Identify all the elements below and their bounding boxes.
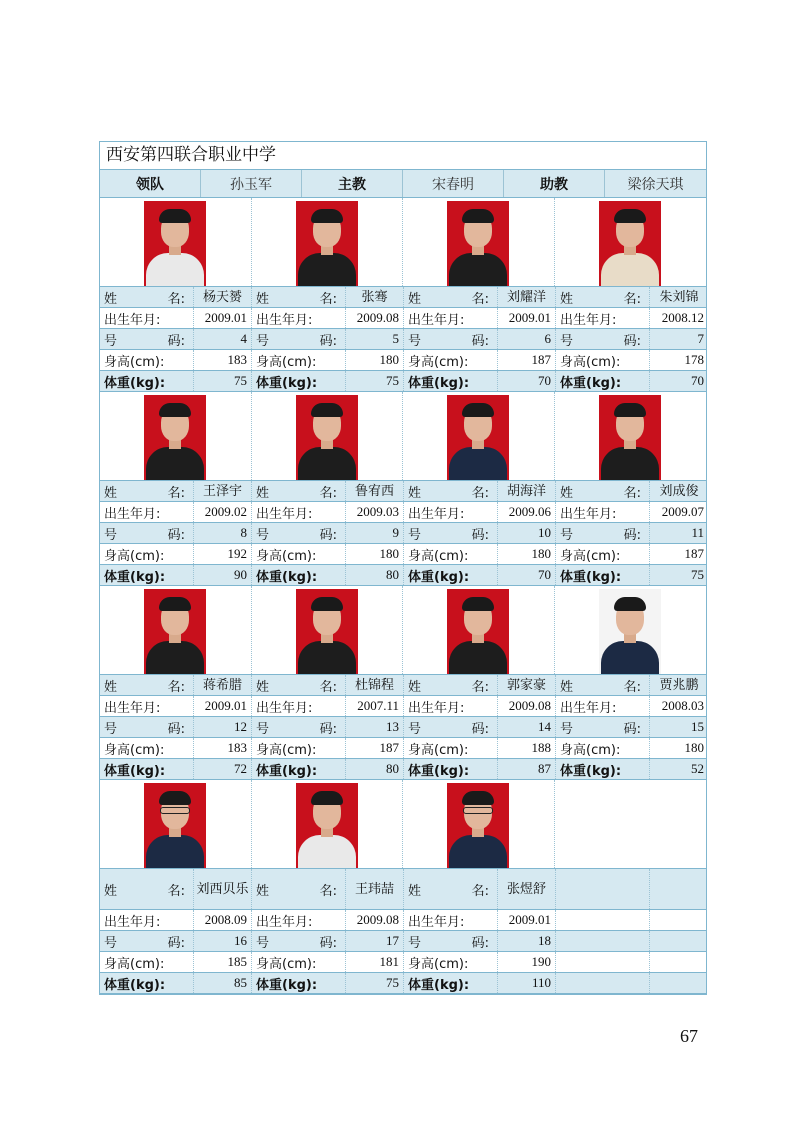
info-row-birth — [100, 308, 706, 329]
field-label — [404, 523, 498, 543]
photo-cell — [100, 586, 252, 674]
photo-cell — [555, 198, 707, 286]
field-label — [252, 931, 346, 951]
field-label: 体重(kg): — [100, 759, 194, 779]
player-name: 蒋希腊 — [194, 675, 252, 695]
field-label — [100, 523, 194, 543]
field-label — [556, 952, 650, 972]
label-part: 姓 — [104, 679, 118, 695]
roster-table — [99, 141, 707, 995]
field-label: 出生年月: — [556, 308, 650, 328]
field-label: 身高(cm): — [100, 544, 194, 564]
label-part: 码: — [623, 721, 641, 737]
player-photo — [599, 589, 661, 674]
player-weight: 70 — [691, 373, 704, 388]
field-label — [404, 481, 498, 501]
player-height: 180 — [498, 544, 556, 564]
field-label: 体重(kg): — [252, 973, 346, 993]
label-part: 名: — [471, 679, 489, 695]
player-number: 8 — [194, 523, 252, 543]
field-label: 体重(kg): — [252, 759, 346, 779]
player-number: 12 — [194, 717, 252, 737]
player-weight: 72 — [194, 759, 252, 779]
field-label: 体重(kg): — [252, 371, 346, 391]
player-height: 185 — [194, 952, 252, 972]
player-photo — [144, 201, 206, 286]
label-part: 姓 — [104, 291, 118, 307]
player-number: 11 — [691, 525, 704, 540]
label-part: 码: — [623, 333, 641, 349]
label-part: 号 — [256, 527, 270, 543]
label-part: 号 — [256, 333, 270, 349]
field-label: 出生年月: — [404, 308, 498, 328]
field-label: 出生年月: — [100, 308, 194, 328]
player-weight: 80 — [346, 565, 404, 585]
field-label: 身高(cm): — [556, 544, 650, 564]
photo-cell — [403, 780, 555, 868]
player-weight — [650, 973, 708, 993]
field-label: 身高(cm): — [252, 738, 346, 758]
label-part: 姓 — [560, 291, 574, 307]
player-number: 10 — [498, 523, 556, 543]
field-label: 身高(cm): — [252, 350, 346, 370]
photo-cell — [555, 586, 707, 674]
staff-name-head-coach: 宋春明 — [403, 170, 504, 197]
player-name: 贾兆鹏 — [659, 677, 699, 692]
player-weight: 80 — [346, 759, 404, 779]
field-label: 身高(cm): — [100, 350, 194, 370]
label-part: 号 — [256, 935, 270, 951]
field-label — [100, 675, 194, 695]
field-label: 出生年月: — [100, 696, 194, 716]
field-label: 身高(cm): — [404, 738, 498, 758]
field-label: 出生年月: — [404, 910, 498, 930]
player-weight: 52 — [691, 761, 704, 776]
player-weight: 75 — [346, 973, 404, 993]
field-label — [556, 931, 650, 951]
label-part: 码: — [471, 935, 489, 951]
player-photo — [296, 201, 358, 286]
player-birth: 2009.01 — [498, 308, 556, 328]
field-label: 出生年月: — [252, 502, 346, 522]
player-birth — [650, 910, 708, 930]
player-weight: 87 — [498, 759, 556, 779]
label-part: 号 — [560, 721, 574, 737]
player-number: 17 — [346, 931, 404, 951]
school-title: 西安第四联合职业中学 — [100, 142, 706, 170]
info-row-name — [100, 287, 706, 308]
label-part: 姓 — [408, 883, 422, 899]
field-label: 体重(kg): — [100, 973, 194, 993]
field-label — [556, 869, 650, 909]
player-photo — [447, 589, 509, 674]
label-part: 名: — [471, 291, 489, 307]
player-height: 178 — [684, 352, 704, 367]
player-birth: 2009.08 — [498, 696, 556, 716]
field-label: 体重(kg): — [100, 371, 194, 391]
field-label: 体重(kg): — [404, 759, 498, 779]
staff-role-head-coach: 主教 — [302, 170, 403, 197]
field-label: 出生年月: — [100, 910, 194, 930]
label-part: 名: — [471, 883, 489, 899]
player-weight: 70 — [498, 565, 556, 585]
label-part: 姓 — [560, 485, 574, 501]
field-label — [404, 675, 498, 695]
player-photo — [447, 201, 509, 286]
label-part: 码: — [623, 527, 641, 543]
label-part: 姓 — [256, 883, 270, 899]
player-name: 刘耀洋 — [498, 287, 556, 307]
player-photo — [144, 783, 206, 868]
player-height: 180 — [684, 740, 704, 755]
label-part: 名: — [167, 291, 185, 307]
label-part: 姓 — [408, 679, 422, 695]
field-label — [252, 523, 346, 543]
label-part: 名: — [623, 485, 641, 501]
label-part: 姓 — [408, 485, 422, 501]
field-label: 身高(cm): — [556, 350, 650, 370]
player-number: 13 — [346, 717, 404, 737]
label-part: 号 — [104, 527, 118, 543]
label-part: 姓 — [104, 883, 118, 899]
player-height: 187 — [498, 350, 556, 370]
info-row-weight — [100, 973, 706, 994]
field-label — [100, 481, 194, 501]
field-label — [404, 931, 498, 951]
field-label — [252, 481, 346, 501]
player-height: 183 — [194, 738, 252, 758]
field-label: 出生年月: — [404, 502, 498, 522]
photo-cell — [100, 780, 252, 868]
photo-cell — [555, 392, 707, 480]
label-part: 码: — [167, 721, 185, 737]
info-row-birth — [100, 910, 706, 931]
info-row-name — [100, 675, 706, 696]
label-part: 号 — [408, 721, 422, 737]
field-label — [100, 869, 194, 909]
player-photo — [296, 589, 358, 674]
player-birth: 2009.01 — [194, 696, 252, 716]
player-height: 180 — [346, 350, 404, 370]
field-label — [404, 287, 498, 307]
player-name: 胡海洋 — [498, 481, 556, 501]
field-label — [252, 329, 346, 349]
player-birth: 2009.01 — [498, 910, 556, 930]
photo-row — [100, 780, 706, 869]
player-weight: 90 — [194, 565, 252, 585]
player-birth: 2009.02 — [194, 502, 252, 522]
field-label — [404, 717, 498, 737]
field-label: 身高(cm): — [404, 544, 498, 564]
player-weight: 85 — [194, 973, 252, 993]
field-label: 体重(kg): — [556, 371, 650, 391]
label-part: 名: — [167, 485, 185, 501]
field-label — [556, 523, 650, 543]
field-label: 体重(kg): — [556, 565, 650, 585]
player-weight: 70 — [498, 371, 556, 391]
label-part: 号 — [408, 935, 422, 951]
photo-row — [100, 586, 706, 675]
field-label — [252, 869, 346, 909]
info-row-number — [100, 931, 706, 952]
player-number: 15 — [691, 719, 704, 734]
player-photo — [144, 395, 206, 480]
field-label: 体重(kg): — [404, 371, 498, 391]
player-name: 刘西贝乐 — [194, 869, 252, 909]
player-name: 杨天赟 — [194, 287, 252, 307]
player-name: 郭家豪 — [498, 675, 556, 695]
staff-name-assistant: 梁徐天琪 — [627, 177, 684, 193]
field-label: 身高(cm): — [252, 544, 346, 564]
field-label: 体重(kg): — [404, 565, 498, 585]
player-number: 5 — [346, 329, 404, 349]
label-part: 姓 — [256, 485, 270, 501]
player-weight: 75 — [346, 371, 404, 391]
field-label: 出生年月: — [100, 502, 194, 522]
player-height: 183 — [194, 350, 252, 370]
photo-cell — [403, 198, 555, 286]
info-row-name — [100, 869, 706, 910]
player-height: 187 — [346, 738, 404, 758]
player-weight: 75 — [194, 371, 252, 391]
photo-cell — [252, 198, 404, 286]
player-number: 6 — [498, 329, 556, 349]
player-number: 14 — [498, 717, 556, 737]
info-row-weight — [100, 565, 706, 586]
field-label — [252, 287, 346, 307]
info-row-number — [100, 523, 706, 544]
staff-role-leader: 领队 — [100, 170, 201, 197]
player-birth: 2009.06 — [498, 502, 556, 522]
player-birth: 2009.01 — [194, 308, 252, 328]
field-label — [556, 973, 650, 993]
label-part: 名: — [319, 291, 337, 307]
field-label — [556, 287, 650, 307]
field-label — [556, 675, 650, 695]
label-part: 名: — [623, 679, 641, 695]
player-height: 188 — [498, 738, 556, 758]
label-part: 码: — [319, 935, 337, 951]
label-part: 码: — [319, 721, 337, 737]
label-part: 号 — [408, 527, 422, 543]
field-label: 身高(cm): — [556, 738, 650, 758]
player-weight: 75 — [691, 567, 704, 582]
staff-role-assistant: 助教 — [504, 170, 605, 197]
player-height: 180 — [346, 544, 404, 564]
field-label — [404, 329, 498, 349]
player-birth: 2008.09 — [194, 910, 252, 930]
player-name: 刘成俊 — [659, 483, 699, 498]
label-part: 码: — [471, 333, 489, 349]
player-groups — [100, 198, 706, 994]
player-number: 16 — [194, 931, 252, 951]
player-photo — [296, 395, 358, 480]
field-label: 体重(kg): — [100, 565, 194, 585]
player-height: 181 — [346, 952, 404, 972]
label-part: 名: — [623, 291, 641, 307]
label-part: 号 — [560, 527, 574, 543]
photo-cell — [403, 392, 555, 480]
photo-row — [100, 198, 706, 287]
label-part: 名: — [167, 679, 185, 695]
field-label: 身高(cm): — [404, 350, 498, 370]
player-name: 王泽宇 — [194, 481, 252, 501]
field-label: 出生年月: — [404, 696, 498, 716]
staff-row — [100, 170, 706, 198]
label-part: 码: — [167, 333, 185, 349]
player-name: 张煜舒 — [498, 869, 556, 909]
label-part: 名: — [471, 485, 489, 501]
field-label: 身高(cm): — [100, 952, 194, 972]
label-part: 姓 — [256, 679, 270, 695]
label-part: 姓 — [104, 485, 118, 501]
field-label — [100, 717, 194, 737]
field-label: 出生年月: — [556, 502, 650, 522]
label-part: 号 — [256, 721, 270, 737]
label-part: 码: — [167, 935, 185, 951]
field-label — [100, 931, 194, 951]
photo-cell — [100, 198, 252, 286]
player-number: 9 — [346, 523, 404, 543]
label-part: 号 — [104, 333, 118, 349]
label-part: 码: — [471, 527, 489, 543]
field-label — [252, 717, 346, 737]
player-height — [650, 952, 708, 972]
field-label: 体重(kg): — [556, 759, 650, 779]
label-part: 号 — [104, 721, 118, 737]
player-birth: 2009.08 — [346, 910, 404, 930]
player-name: 鲁宥西 — [346, 481, 404, 501]
player-photo — [296, 783, 358, 868]
photo-cell — [403, 586, 555, 674]
label-part: 姓 — [408, 291, 422, 307]
field-label — [100, 329, 194, 349]
info-row-height — [100, 544, 706, 565]
player-height: 190 — [498, 952, 556, 972]
player-name: 张骞 — [346, 287, 404, 307]
label-part: 名: — [319, 883, 337, 899]
label-part: 号 — [408, 333, 422, 349]
info-row-height — [100, 952, 706, 973]
player-photo — [144, 589, 206, 674]
label-part: 名: — [319, 485, 337, 501]
player-name: 杜锦程 — [346, 675, 404, 695]
photo-cell — [252, 586, 404, 674]
player-photo — [447, 783, 509, 868]
player-name: 朱刘锦 — [659, 289, 699, 304]
field-label — [252, 675, 346, 695]
field-label: 身高(cm): — [252, 952, 346, 972]
player-weight: 110 — [498, 973, 556, 993]
info-row-weight — [100, 371, 706, 392]
player-name — [650, 869, 708, 909]
info-row-name — [100, 481, 706, 502]
player-height: 192 — [194, 544, 252, 564]
field-label: 身高(cm): — [404, 952, 498, 972]
label-part: 名: — [319, 679, 337, 695]
player-birth: 2008.03 — [661, 698, 704, 713]
label-part: 名: — [167, 883, 185, 899]
field-label — [556, 910, 650, 930]
player-name: 王玮喆 — [346, 869, 404, 909]
player-birth: 2009.07 — [661, 504, 704, 519]
field-label: 出生年月: — [252, 308, 346, 328]
player-number: 4 — [194, 329, 252, 349]
label-part: 姓 — [560, 679, 574, 695]
staff-name-leader: 孙玉军 — [201, 170, 302, 197]
info-row-height — [100, 738, 706, 759]
field-label: 出生年月: — [252, 696, 346, 716]
field-label — [556, 717, 650, 737]
photo-cell — [252, 392, 404, 480]
label-part: 姓 — [256, 291, 270, 307]
photo-cell — [252, 780, 404, 868]
label-part: 码: — [319, 333, 337, 349]
info-row-birth — [100, 502, 706, 523]
field-label — [100, 287, 194, 307]
player-number: 18 — [498, 931, 556, 951]
label-part: 码: — [471, 721, 489, 737]
field-label: 体重(kg): — [404, 973, 498, 993]
player-birth: 2009.03 — [346, 502, 404, 522]
player-photo — [599, 201, 661, 286]
player-photo — [447, 395, 509, 480]
label-part: 码: — [167, 527, 185, 543]
field-label: 体重(kg): — [252, 565, 346, 585]
info-row-weight — [100, 759, 706, 780]
info-row-number — [100, 329, 706, 350]
info-row-height — [100, 350, 706, 371]
photo-cell — [100, 392, 252, 480]
field-label: 身高(cm): — [100, 738, 194, 758]
field-label — [404, 869, 498, 909]
player-birth: 2007.11 — [346, 696, 404, 716]
label-part: 码: — [319, 527, 337, 543]
label-part: 号 — [560, 333, 574, 349]
photo-row — [100, 392, 706, 481]
field-label — [556, 481, 650, 501]
label-part: 号 — [104, 935, 118, 951]
player-birth: 2009.08 — [346, 308, 404, 328]
info-row-birth — [100, 696, 706, 717]
field-label — [556, 329, 650, 349]
player-number — [650, 931, 708, 951]
photo-cell — [555, 780, 707, 868]
player-height: 187 — [684, 546, 704, 561]
info-row-number — [100, 717, 706, 738]
field-label: 出生年月: — [252, 910, 346, 930]
player-number: 7 — [697, 331, 704, 346]
field-label: 出生年月: — [556, 696, 650, 716]
player-birth: 2008.12 — [661, 310, 704, 325]
player-photo — [599, 395, 661, 480]
page-number: 67 — [680, 1026, 698, 1046]
